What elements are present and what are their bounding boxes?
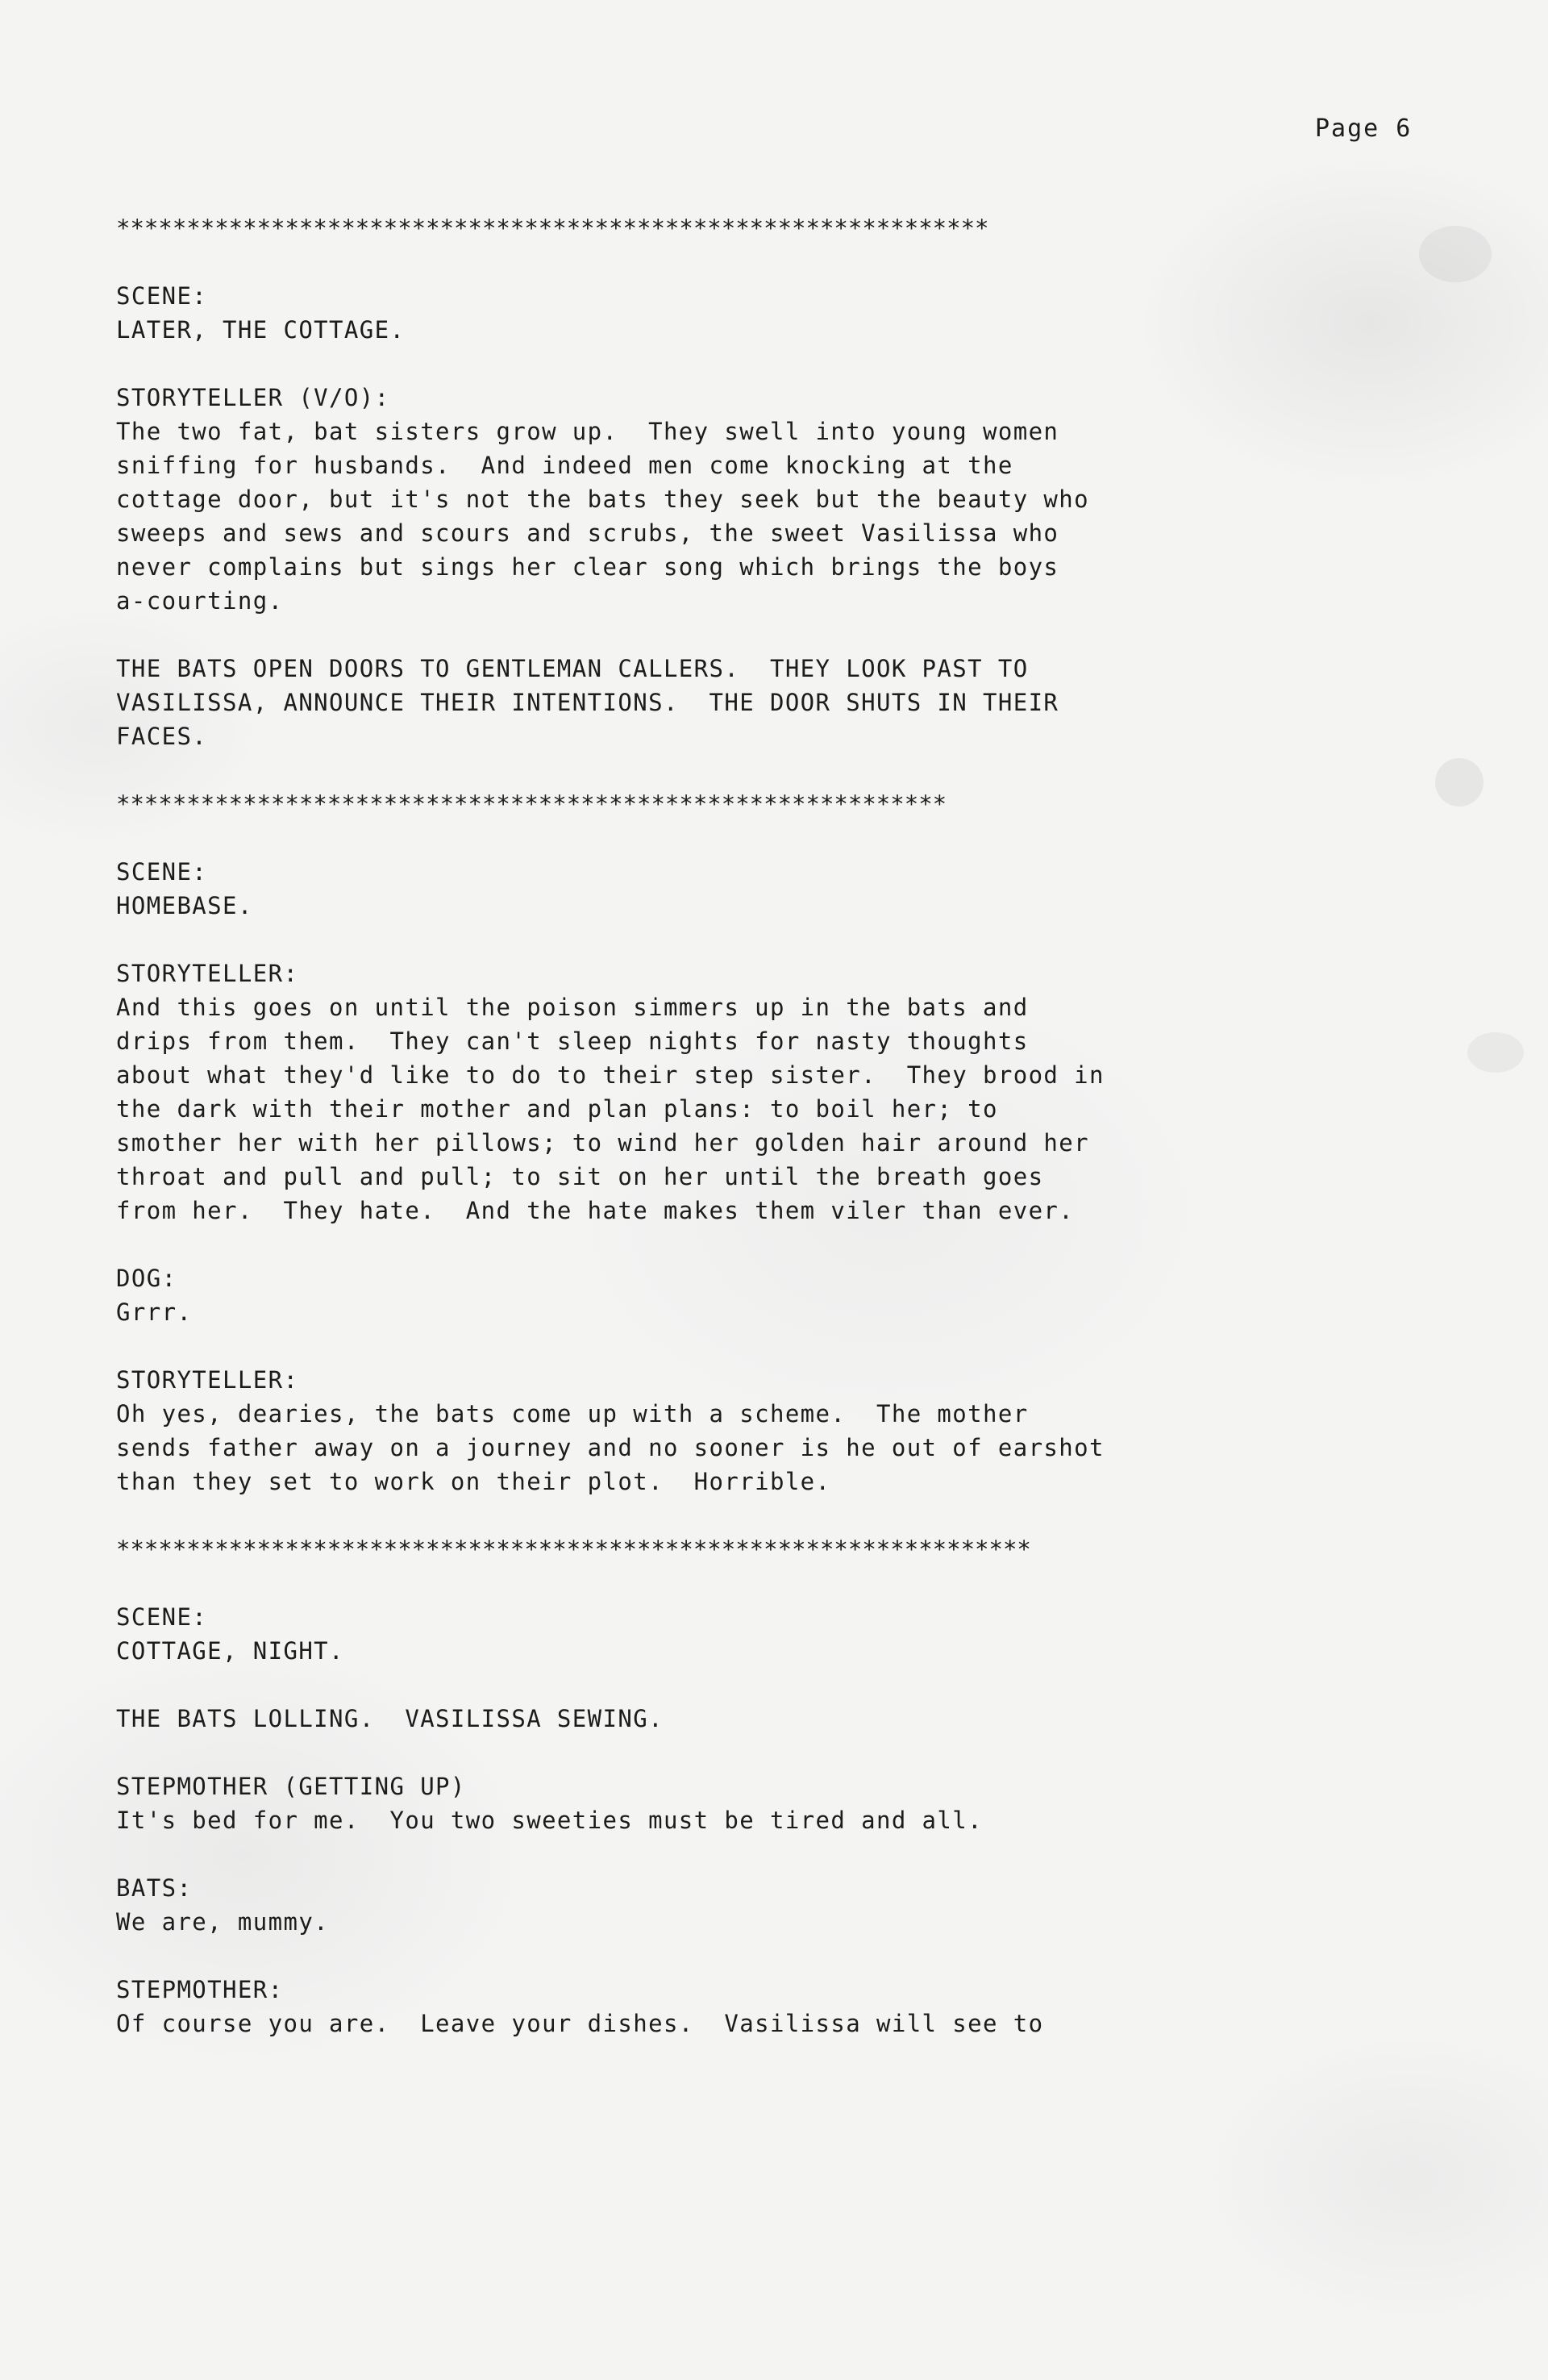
script-line: The two fat, bat sisters grow up. They swell into young women: [116, 418, 1059, 445]
script-block: [116, 1600, 1454, 1668]
block-heading-line: STORYTELLER (V/O):: [116, 384, 390, 411]
script-line: drips from them. They can't sleep nights for nasty thoughts: [116, 1027, 1029, 1055]
block-heading-line: STEPMOTHER:: [116, 1976, 284, 2003]
script-line: cottage door, but it's not the bats they seek but the beauty who: [116, 486, 1090, 513]
script-block: [116, 279, 1454, 347]
script-line: about what they'd like to do to their step sister. They brood in: [116, 1061, 1105, 1089]
block-heading-line: THE BATS LOLLING. VASILISSA SEWING.: [116, 1705, 664, 1732]
script-line: Grrr.: [116, 1298, 193, 1326]
page-number: Page 6: [1315, 115, 1413, 143]
script-line: smother her with her pillows; to wind her golden hair around her: [116, 1129, 1090, 1157]
script-line: VASILISSA, ANNOUNCE THEIR INTENTIONS. THE DOOR SHUTS IN THEIR: [116, 689, 1059, 716]
script-line: HOMEBASE.: [116, 892, 253, 919]
paper-stain: [1467, 1032, 1524, 1073]
script-block: [116, 652, 1454, 753]
script-block: [116, 957, 1454, 1228]
scene-divider: ***********************************************************: [116, 790, 947, 818]
script-line: from her. They hate. And the hate makes them viler than ever.: [116, 1197, 1075, 1224]
script-block: [116, 1363, 1454, 1498]
script-line: than they set to work on their plot. Horrible.: [116, 1468, 831, 1495]
block-heading-line: DOG:: [116, 1265, 177, 1292]
block-heading-line: SCENE:: [116, 858, 208, 886]
script-line: throat and pull and pull; to sit on her until the breath goes: [116, 1163, 1044, 1190]
block-heading-line: STORYTELLER:: [116, 960, 299, 987]
script-line: a-courting.: [116, 587, 284, 615]
script-line: Oh yes, dearies, the bats come up with a scheme. The mother: [116, 1400, 1029, 1428]
script-line: And this goes on until the poison simmers up in the bats and: [116, 994, 1029, 1021]
script-block: [116, 1261, 1454, 1329]
block-heading-line: SCENE:: [116, 1603, 208, 1631]
block-heading-line: BATS:: [116, 1874, 193, 1902]
script-line: Of course you are. Leave your dishes. Vasilissa will see to: [116, 2010, 1044, 2037]
block-heading-line: SCENE:: [116, 282, 208, 310]
script-block: [116, 1973, 1454, 2040]
script-line: It's bed for me. You two sweeties must be tired and all.: [116, 1807, 983, 1834]
script-body: [116, 211, 1454, 2074]
block-heading-line: STEPMOTHER (GETTING UP): [116, 1773, 466, 1800]
script-line: sweeps and sews and scours and scrubs, the sweet Vasilissa who: [116, 519, 1059, 547]
script-line: never complains but sings her clear song which brings the boys: [116, 553, 1059, 581]
block-heading-line: STORYTELLER:: [116, 1366, 299, 1394]
script-line: sniffing for husbands. And indeed men come knocking at the: [116, 452, 1013, 479]
script-block: [116, 855, 1454, 923]
script-line: COTTAGE, NIGHT.: [116, 1637, 344, 1665]
script-line: the dark with their mother and plan plans: to boil her; to: [116, 1095, 998, 1123]
script-block: [116, 1769, 1454, 1837]
script-block: [116, 381, 1454, 618]
script-line: LATER, THE COTTAGE.: [116, 316, 406, 344]
scene-divider: *****************************************************************: [116, 1536, 1031, 1563]
block-heading-line: THE BATS OPEN DOORS TO GENTLEMAN CALLERS. THEY LOOK PAST TO: [116, 655, 1029, 682]
script-line: sends father away on a journey and no sooner is he out of earshot: [116, 1434, 1105, 1461]
script-line: FACES.: [116, 723, 208, 750]
script-block: [116, 1702, 1454, 1736]
scene-divider: **************************************************************: [116, 215, 989, 242]
script-block: [116, 1871, 1454, 1939]
script-line: We are, mummy.: [116, 1908, 330, 1936]
